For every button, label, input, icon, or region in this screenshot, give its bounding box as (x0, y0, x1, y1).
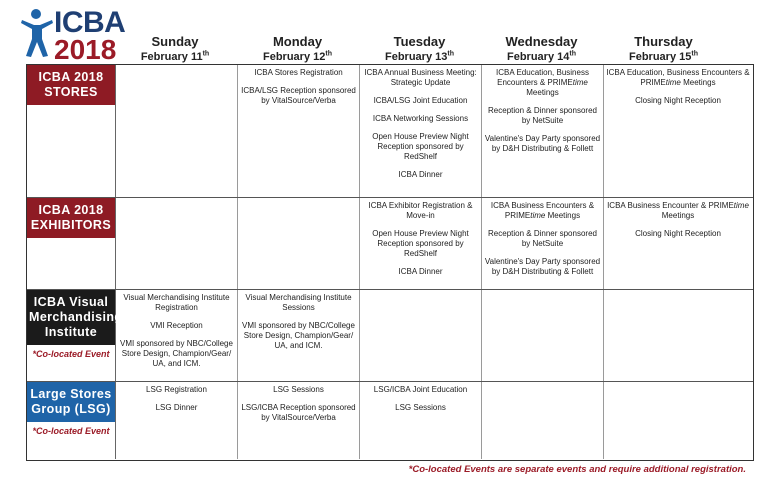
event-item: Open House Preview Night Reception sponsored by RedShelf (372, 132, 469, 161)
event-item: VMI sponsored by NBC/College Store Design, Champion/Gear/ UA, and ICM. (242, 321, 355, 350)
schedule-cell (116, 198, 238, 289)
day-header-tuesday (359, 34, 480, 64)
category-large-stores-group (27, 382, 116, 459)
event-item: LSG Sessions (395, 403, 446, 412)
schedule-grid (26, 64, 754, 461)
category-visual-merchandising (27, 290, 123, 381)
icba-logo (20, 6, 126, 65)
event-item: ICBA Business Encounter & PRIMEtime Meetings (607, 201, 749, 220)
day-name: Wednesday (505, 34, 578, 49)
schedule-cell (604, 382, 752, 459)
event-item: ICBA Dinner (398, 170, 443, 179)
day-header-sunday (115, 34, 235, 64)
day-header-monday (237, 34, 358, 64)
day-name: Sunday (151, 34, 199, 49)
day-header-thursday (603, 34, 724, 64)
schedule-cell (360, 382, 482, 459)
day-date: February 11th (140, 50, 210, 63)
event-item: Closing Night Reception (635, 229, 721, 238)
event-item: ICBA Stores Registration (254, 68, 343, 77)
event-item: LSG Registration (146, 385, 207, 394)
event-item: ICBA/LSG Joint Education (373, 96, 468, 105)
day-date: February 13th (385, 50, 454, 63)
event-item: ICBA Networking Sessions (372, 114, 469, 123)
co-located-note: *Co-located Event (32, 426, 110, 436)
schedule-cell (238, 382, 360, 459)
schedule-cell (482, 65, 604, 197)
schedule-cell (482, 290, 604, 381)
schedule-cell (360, 65, 482, 197)
person-icon (20, 8, 54, 60)
event-item: ICBA Exhibitor Registration & Move-in (368, 201, 473, 220)
logo-text-icba: ICBA (54, 6, 126, 39)
event-item: LSG/ICBA Reception sponsored by VitalSource/Verba (241, 403, 356, 422)
row-visual-merchandising (27, 289, 753, 381)
category-icba-exhibitors (27, 198, 116, 289)
event-item: Valentine's Day Party sponsored by D&H Distributing & Follett (484, 257, 601, 276)
event-item: LSG Dinner (155, 403, 198, 412)
schedule-cell (238, 290, 360, 381)
schedule-cell (482, 382, 604, 459)
day-date: February 15th (629, 50, 698, 63)
logo-text-year: 2018 (54, 34, 117, 65)
category-icba-stores (27, 65, 116, 197)
row-icba-stores (27, 65, 753, 197)
event-item: ICBA Annual Business Meeting: Strategic Update (364, 68, 477, 87)
event-item: ICBA Education, Business Encounters & PRIMEtime Meetings (606, 68, 750, 87)
event-item: VMI Reception (150, 321, 203, 330)
schedule-cell (604, 290, 752, 381)
schedule-cell (360, 290, 482, 381)
event-item: Visual Merchandising Institute Sessions (245, 293, 352, 312)
schedule-cell (604, 198, 752, 289)
event-item: ICBA/LSG Reception sponsored by VitalSource/Verba (241, 86, 356, 105)
day-name: Monday (272, 34, 323, 49)
co-located-note: *Co-located Event (32, 349, 110, 359)
event-item: Visual Merchandising Institute Registration (123, 293, 230, 312)
event-item: VMI sponsored by NBC/College Store Design, Champion/Gear/ UA, and ICM. (120, 339, 233, 368)
day-name: Tuesday (393, 34, 446, 49)
schedule-cell (116, 290, 238, 381)
schedule-cell (116, 65, 238, 197)
category-label: Large Stores Group (LSG) (27, 382, 115, 422)
category-label: ICBA Visual Merchandising Institute (27, 290, 115, 345)
schedule-cell (604, 65, 752, 197)
event-item: LSG/ICBA Joint Education (373, 385, 468, 394)
event-item: Reception & Dinner sponsored by NetSuite (488, 229, 597, 248)
event-item: Open House Preview Night Reception sponsored by RedShelf (372, 229, 469, 258)
event-item: Reception & Dinner sponsored by NetSuite (488, 106, 597, 125)
event-item: ICBA Dinner (398, 267, 443, 276)
schedule-cell (238, 65, 360, 197)
day-header-wednesday (481, 34, 602, 64)
event-item: Valentine's Day Party sponsored by D&H Distributing & Follett (484, 134, 601, 153)
row-icba-exhibitors (27, 197, 753, 289)
row-large-stores-group (27, 381, 753, 459)
footnote: *Co-located Events are separate events and require additional registration. (408, 464, 746, 475)
schedule-cell (116, 382, 238, 459)
schedule-cell (482, 198, 604, 289)
event-item: Closing Night Reception (635, 96, 721, 105)
category-label: ICBA 2018 EXHIBITORS (27, 198, 115, 238)
day-name: Thursday (634, 34, 693, 49)
event-item: ICBA Business Encounters & PRIMEtime Meetings (490, 201, 595, 220)
day-date: February 12th (263, 50, 332, 63)
event-item: ICBA Education, Business Encounters & PRIMEtime Meetings (496, 68, 589, 97)
schedule-cell (238, 198, 360, 289)
event-item: LSG Sessions (273, 385, 324, 394)
schedule-cell (360, 198, 482, 289)
day-date: February 14th (507, 50, 576, 63)
category-label: ICBA 2018 STORES (27, 65, 115, 105)
